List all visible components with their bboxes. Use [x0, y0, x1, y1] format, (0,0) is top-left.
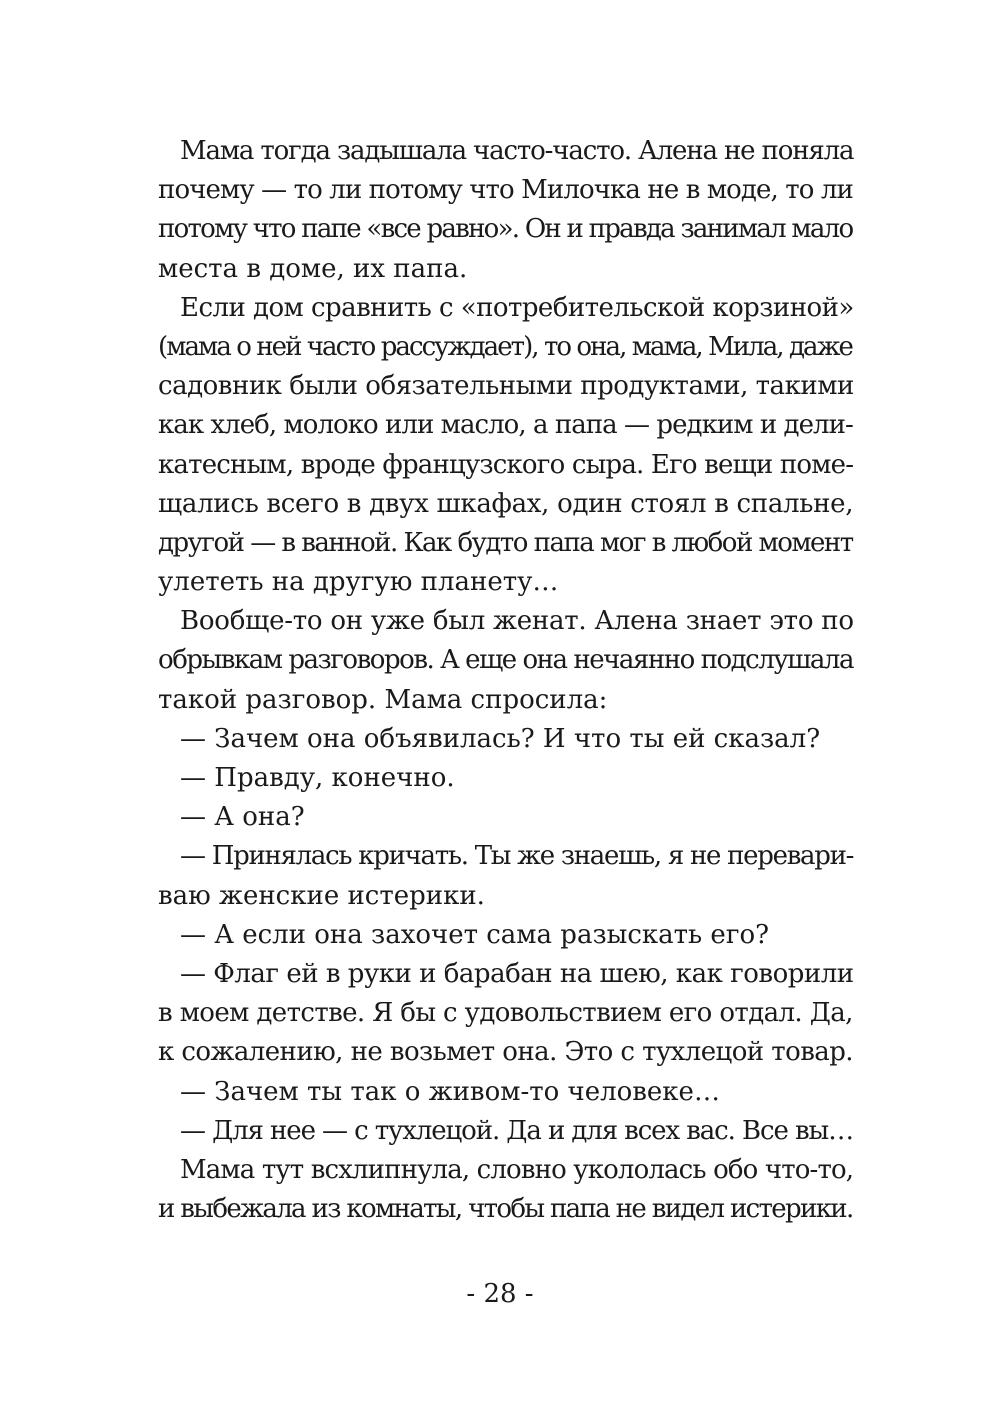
dialogue-line: — Принялась кричать. Ты же знаешь, я не перевари- — [180, 841, 854, 872]
dialogue-line: в моем детстве. Я бы с удовольствием его отдал. Да, — [158, 998, 853, 1029]
text-line: как хлеб, молоко или масло, а папа — редким и дели- — [158, 410, 853, 441]
text-line: почему — то ли потому что Милочка не в моде, то ли — [158, 175, 853, 206]
text-line: Мама тут всхлипнула, словно укололась обо что-то, — [180, 1154, 854, 1185]
text-line: Если дом сравнить с «потребительской корзиной» — [180, 292, 854, 323]
page-number: - 28 - — [466, 1279, 534, 1309]
text-line: и выбежала из комнаты, чтобы папа не видел истерики. — [158, 1194, 853, 1225]
body-text — [158, 132, 863, 1229]
dialogue-line: — Флаг ей в руки и барабан на шею, как говорили — [180, 958, 854, 989]
dialogue-line: — Правду, конечно. — [180, 763, 455, 793]
dialogue-line: — А если она захочет сама разыскать его? — [180, 919, 770, 950]
text-line: Вообще-то он уже был женат. Алена знает это по — [180, 606, 854, 637]
text-line: катесным, вроде французского сыра. Его вещи поме- — [158, 449, 854, 480]
text-line: садовник были обязательными продуктами, такими — [158, 371, 854, 402]
dialogue-line: ваю женские истерики. — [158, 880, 485, 911]
text-line: места в доме, их папа. — [158, 253, 468, 284]
text-line: щались всего в двух шкафах, один стоял в спальне, — [158, 488, 854, 519]
dialogue-line: к сожалению, не возьмет она. Это с тухлецой товар. — [158, 1037, 853, 1068]
text-line: (мама о ней часто рассуждает), то она, мама, Мила, даже — [158, 331, 852, 362]
dialogue-line: — Зачем она объявилась? И что ты ей сказал? — [180, 723, 821, 754]
text-line: другой — в ванной. Как будто папа мог в любой момент — [158, 527, 853, 558]
text-line: такой разговор. Мама спросила: — [158, 684, 608, 715]
text-line: улететь на другую планету… — [158, 567, 559, 598]
text-line: потому что папе «все равно». Он и правда занимал мало — [158, 214, 853, 245]
dialogue-line: — Зачем ты так о живом-то человеке… — [180, 1076, 720, 1107]
text-line: Мама тогда задышала часто-часто. Алена не поняла — [180, 136, 854, 166]
dialogue-line: — А она? — [180, 802, 305, 833]
text-line: обрывкам разговоров. А еще она нечаянно подслушала — [158, 645, 853, 676]
dialogue-line: — Для нее — с тухлецой. Да и для всех вас. Все вы… — [180, 1115, 853, 1146]
